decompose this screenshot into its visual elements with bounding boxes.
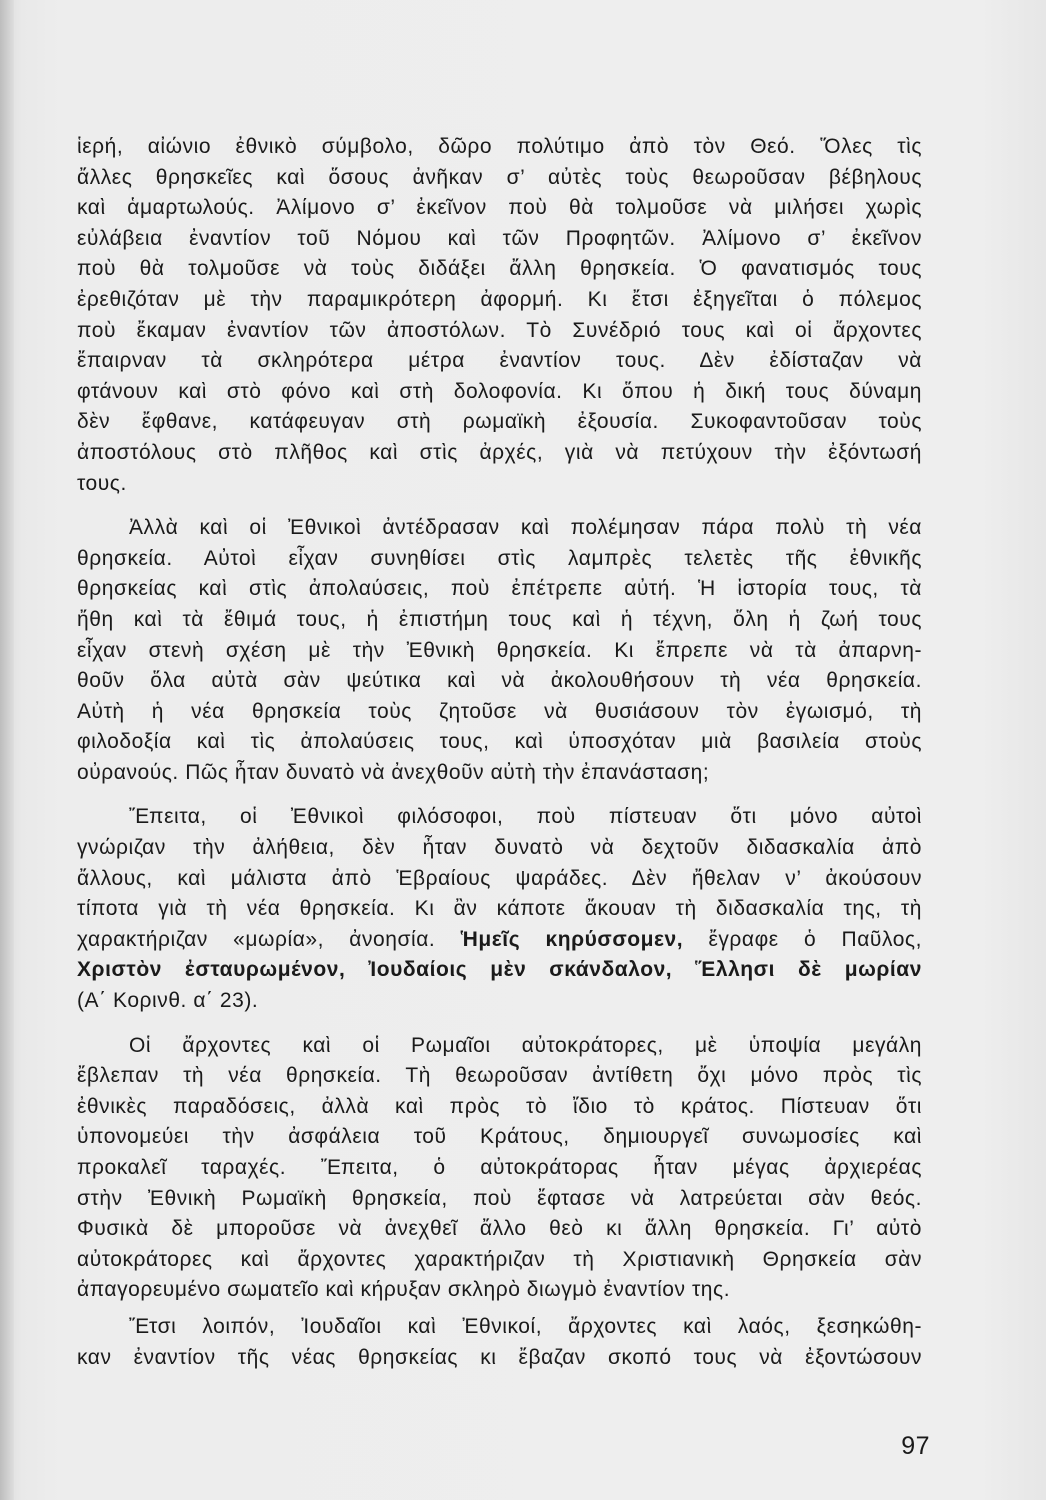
paragraph-3: [77, 802, 922, 1016]
text-line: προκαλεῖ ταραχές. Ἔπειτα, ὁ αὐτοκράτορας ἦταν μέγας ἀρχιερέας: [77, 1156, 922, 1179]
text-line: ἐθνικὲς παραδόσεις, ἀλλὰ καὶ πρὸς τὸ ἴδιο τὸ κράτος. Πίστευαν ὅτι: [77, 1094, 922, 1118]
text-line: Οἱ ἄρχοντες καὶ οἱ Ρωμαῖοι αὐτοκράτορες, μὲ ὑποψία μεγάλη: [129, 1033, 922, 1057]
text-line: δὲν ἔφθανε, κατάφευγαν στὴ ρωμαϊκὴ ἐξουσία. Συκοφαντοῦσαν τοὺς: [77, 410, 922, 434]
text-line: ἀπαγορευμένο σωματεῖο καὶ κήρυξαν σκληρὸ διωγμὸ ἐναντίον της.: [77, 1278, 731, 1302]
text-line: ἔπαιρναν τὰ σκληρότερα μέτρα ἐναντίον τους. Δὲν ἐδίσταζαν νὰ: [77, 349, 922, 373]
text-line: θοῦν ὅλα αὐτὰ σὰν ψεύτικα καὶ νὰ ἀκολουθήσουν τὴ νέα θρησκεία.: [77, 669, 922, 693]
text-line: γνώριζαν τὴν ἀλήθεια, δὲν ἦταν δυνατὸ νὰ δεχτοῦν διδασκαλία ἀπὸ: [77, 836, 922, 860]
text-line: ὑπονομεύει τὴν ἀσφάλεια τοῦ Κράτους, δημιουργεῖ συνωμοσίες καὶ: [77, 1125, 922, 1149]
text-line: τίποτα γιὰ τὴ νέα θρησκεία. Κι ἂν κάποτε ἄκουαν τὴ διδασκαλία της, τὴ: [77, 897, 922, 921]
text-line: ἤθη καὶ τὰ ἔθιμά τους, ἡ ἐπιστήμη τους καὶ ἡ τέχνη, ὅλη ἡ ζωή τους: [77, 607, 922, 631]
text-run: χαρακτήριζαν «μωρία», ἀνοησία.: [77, 927, 436, 951]
scripture-quote-bold: Χριστὸν ἐσταυρωμένον, Ἰουδαίοις μὲν σκάνδαλον, Ἕλλησι δὲ μωρίαν: [77, 958, 922, 982]
text-line: καν ἐναντίον τῆς νέας θρησκείας κι ἔβαζαν σκοπό τους νὰ ἐξοντώσουν: [77, 1345, 922, 1369]
text-run: ἔγραφε ὁ Παῦλος,: [708, 927, 922, 951]
text-line: ἄλλους, καὶ μάλιστα ἀπὸ Ἑβραίους ψαράδες. Δὲν ἤθελαν ν’ ἀκούσουν: [77, 866, 922, 890]
text-line: Ἔτσι λοιπόν, Ἰουδαῖοι καὶ Ἐθνικοί, ἄρχοντες καὶ λαός, ξεσηκώθη-: [129, 1314, 922, 1338]
page-number: 97: [901, 1432, 930, 1460]
scripture-reference: (Α΄ Κορινθ. α΄ 23).: [77, 989, 259, 1013]
text-line: Φυσικὰ δὲ μποροῦσε νὰ ἀνεχθεῖ ἄλλο θεὸ κι ἄλλη θρησκεία. Γι’ αὐτὸ: [77, 1217, 922, 1241]
text-line: ἱερή, αἰώνιο ἐθνικὸ σύμβολο, δῶρο πολύτιμο ἀπὸ τὸν Θεό. Ὅλες τὶς: [77, 135, 922, 158]
text-line: τους.: [77, 471, 127, 495]
scripture-quote-bold: Ἡμεῖς κηρύσσομεν,: [460, 927, 684, 951]
text-line: εὐλάβεια ἐναντίον τοῦ Νόμου καὶ τῶν Προφητῶν. Ἀλίμονο σ’ ἐκεῖνον: [77, 226, 922, 250]
text-line: ἐρεθιζόταν μὲ τὴν παραμικρότερη ἀφορμή. Κι ἔτσι ἐξηγεῖται ὁ πόλεμος: [77, 287, 922, 311]
paragraph-1: [77, 132, 922, 499]
text-line: στὴν Ἐθνικὴ Ρωμαϊκὴ θρησκεία, ποὺ ἔφτασε νὰ λατρεύεται σὰν θεός.: [77, 1186, 922, 1210]
text-line: εἶχαν στενὴ σχέση μὲ τὴν Ἐθνικὴ θρησκεία. Κι ἔπρεπε νὰ τὰ ἀπαρνη-: [77, 638, 922, 662]
paragraph-4: [77, 1031, 922, 1306]
text-line: ἔβλεπαν τὴ νέα θρησκεία. Τὴ θεωροῦσαν ἀντίθετη ὄχι μόνο πρὸς τὶς: [77, 1064, 922, 1088]
text-line: οὐρανούς. Πῶς ἦταν δυνατὸ νὰ ἀνεχθοῦν αὐτὴ τὴν ἐπανάσταση;: [77, 760, 710, 784]
page-spine-shadow: [0, 0, 14, 1500]
text-line: Αὐτὴ ἡ νέα θρησκεία τοὺς ζητοῦσε νὰ θυσιάσουν τὸν ἐγωισμό, τὴ: [77, 699, 922, 723]
paragraph-5: [77, 1312, 922, 1373]
body-text: [77, 132, 922, 1373]
text-line: ἀποστόλους στὸ πλῆθος καὶ στὶς ἀρχές, γιὰ νὰ πετύχουν τὴν ἐξόντωσή: [77, 440, 922, 464]
text-line: ποὺ θὰ τολμοῦσε νὰ τοὺς διδάξει ἄλλη θρησκεία. Ὁ φανατισμός τους: [77, 257, 922, 281]
text-line: καὶ ἁμαρτωλούς. Ἀλίμονο σ’ ἐκεῖνον ποὺ θὰ τολμοῦσε νὰ μιλήσει χωρὶς: [77, 196, 922, 220]
text-line: ποὺ ἔκαμαν ἐναντίον τῶν ἀποστόλων. Τὸ Συνέδριό τους καὶ οἱ ἄρχοντες: [77, 318, 922, 342]
text-line: θρησκείας καὶ στὶς ἀπολαύσεις, ποὺ ἐπέτρεπε αὐτή. Ἡ ἱστορία τους, τὰ: [77, 577, 922, 601]
paragraph-2: [77, 513, 922, 788]
text-line-with-quote: [77, 925, 922, 956]
text-line: φτάνουν καὶ στὸ φόνο καὶ στὴ δολοφονία. Κι ὅπου ἡ δική τους δύναμη: [77, 379, 922, 403]
text-line: Ἔπειτα, οἱ Ἐθνικοὶ φιλόσοφοι, ποὺ πίστευαν ὅτι μόνο αὐτοὶ: [129, 805, 922, 829]
text-line: Ἀλλὰ καὶ οἱ Ἐθνικοὶ ἀντέδρασαν καὶ πολέμησαν πάρα πολὺ τὴ νέα: [129, 516, 922, 540]
text-line: ἄλλες θρησκεῖες καὶ ὅσους ἀνῆκαν σ’ αὐτὲς τοὺς θεωροῦσαν βέβηλους: [77, 165, 922, 189]
text-line: αὐτοκράτορες καὶ ἄρχοντες χαρακτήριζαν τὴ Χριστιανικὴ Θρησκεία σὰν: [77, 1247, 922, 1271]
text-line: φιλοδοξία καὶ τὶς ἀπολαύσεις τους, καὶ ὑποσχόταν μιὰ βασιλεία στοὺς: [77, 730, 922, 754]
text-line: θρησκεία. Αὐτοὶ εἶχαν συνηθίσει στὶς λαμπρὲς τελετὲς τῆς ἐθνικῆς: [77, 546, 922, 570]
